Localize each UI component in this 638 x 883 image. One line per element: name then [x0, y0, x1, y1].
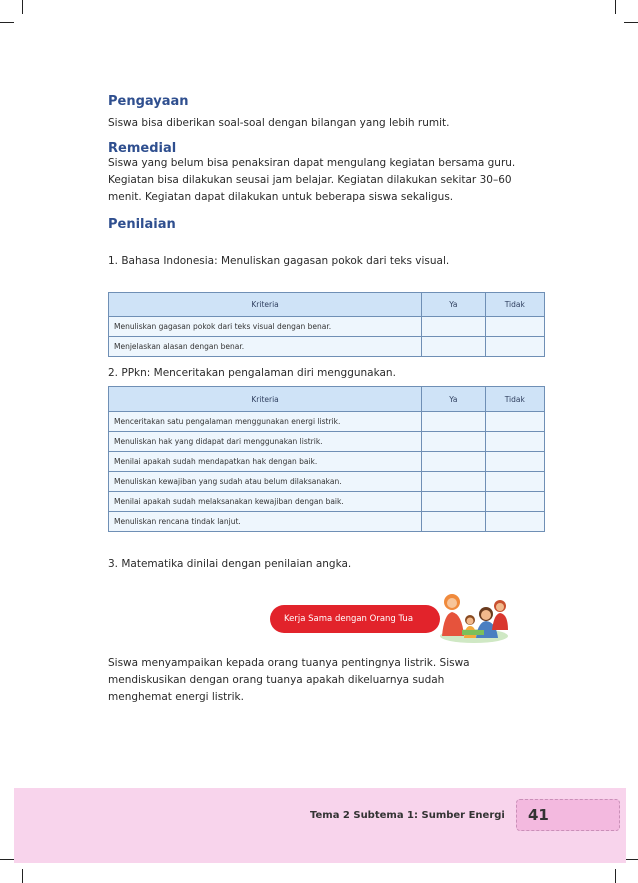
criterion-cell: Menuliskan hak yang didapat dari menggunakan listrik.	[109, 432, 422, 452]
pengayaan-heading: Pengayaan	[108, 94, 189, 109]
tidak-cell[interactable]	[485, 492, 544, 512]
tidak-cell[interactable]	[485, 432, 544, 452]
criterion-cell: Menilai apakah sudah mendapatkan hak dengan baik.	[109, 452, 422, 472]
table-header-row	[109, 387, 545, 412]
family-illustration-icon	[438, 588, 510, 644]
col-ya: Ya	[422, 293, 485, 317]
banner-label: Kerja Sama dengan Orang Tua	[284, 614, 414, 624]
table-row	[109, 432, 545, 452]
criterion-cell: Menuliskan gagasan pokok dari teks visual dengan benar.	[109, 317, 422, 337]
table-row	[109, 452, 545, 472]
criterion-cell: Menjelaskan alasan dengan benar.	[109, 337, 422, 357]
tidak-cell[interactable]	[485, 317, 544, 337]
table-header-row	[109, 293, 545, 317]
ya-cell[interactable]	[422, 432, 485, 452]
rubric-table-2	[108, 386, 545, 532]
table-row	[109, 492, 545, 512]
ya-cell[interactable]	[422, 337, 485, 357]
table-row	[109, 317, 545, 337]
tidak-cell[interactable]	[485, 512, 544, 532]
ya-cell[interactable]	[422, 492, 485, 512]
crop-mark	[615, 869, 616, 883]
pengayaan-text: Siswa bisa diberikan soal-soal dengan bilangan yang lebih rumit.	[108, 117, 450, 129]
col-tidak: Tidak	[485, 387, 544, 412]
table-row	[109, 412, 545, 432]
ya-cell[interactable]	[422, 412, 485, 432]
tidak-cell[interactable]	[485, 337, 544, 357]
ya-cell[interactable]	[422, 472, 485, 492]
col-ya: Ya	[422, 387, 485, 412]
remedial-text: Siswa yang belum bisa penaksiran dapat mengulang kegiatan bersama guru. Kegiatan bisa dilakukan seusai jam belajar. Kegiatan dilakukan sekitar 30–60 menit. Kegiatan dapat dilakukan untuk beberapa siswa sekaligus.	[108, 157, 516, 203]
crop-mark	[0, 859, 14, 860]
crop-mark	[22, 0, 23, 14]
penilaian-item-1: 1. Bahasa Indonesia: Menuliskan gagasan pokok dari teks visual.	[108, 255, 450, 267]
crop-mark	[615, 0, 616, 14]
crop-mark	[22, 869, 23, 883]
tidak-cell[interactable]	[485, 452, 544, 472]
penilaian-item-3: 3. Matematika dinilai dengan penilaian angka.	[108, 558, 352, 570]
tidak-cell[interactable]	[485, 412, 544, 432]
ya-cell[interactable]	[422, 512, 485, 532]
crop-mark	[0, 22, 14, 23]
col-kriteria: Kriteria	[109, 387, 422, 412]
col-kriteria: Kriteria	[109, 293, 422, 317]
kerja-sama-banner	[270, 605, 440, 633]
parent-collaboration-text: Siswa menyampaikan kepada orang tuanya pentingnya listrik. Siswa mendiskusikan dengan orang tuanya apakah dikeluarnya sudah menghemat energi listrik.	[108, 657, 470, 703]
penilaian-item-2: 2. PPkn: Menceritakan pengalaman diri menggunakan.	[108, 367, 396, 379]
criterion-cell: Menilai apakah sudah melaksanakan kewajiban dengan baik.	[109, 492, 422, 512]
penilaian-heading: Penilaian	[108, 217, 176, 232]
table-row	[109, 512, 545, 532]
criterion-cell: Menuliskan kewajiban yang sudah atau belum dilaksanakan.	[109, 472, 422, 492]
tidak-cell[interactable]	[485, 472, 544, 492]
table-row	[109, 337, 545, 357]
col-tidak: Tidak	[485, 293, 544, 317]
remedial-heading: Remedial	[108, 141, 177, 156]
ya-cell[interactable]	[422, 452, 485, 472]
crop-mark	[624, 22, 638, 23]
table-row	[109, 472, 545, 492]
ya-cell[interactable]	[422, 317, 485, 337]
rubric-table-1	[108, 292, 545, 357]
footer-label: Tema 2 Subtema 1: Sumber Energi	[310, 810, 505, 821]
criterion-cell: Menceritakan satu pengalaman menggunakan energi listrik.	[109, 412, 422, 432]
page-number: 41	[528, 806, 549, 824]
crop-mark	[624, 859, 638, 860]
criterion-cell: Menuliskan rencana tindak lanjut.	[109, 512, 422, 532]
